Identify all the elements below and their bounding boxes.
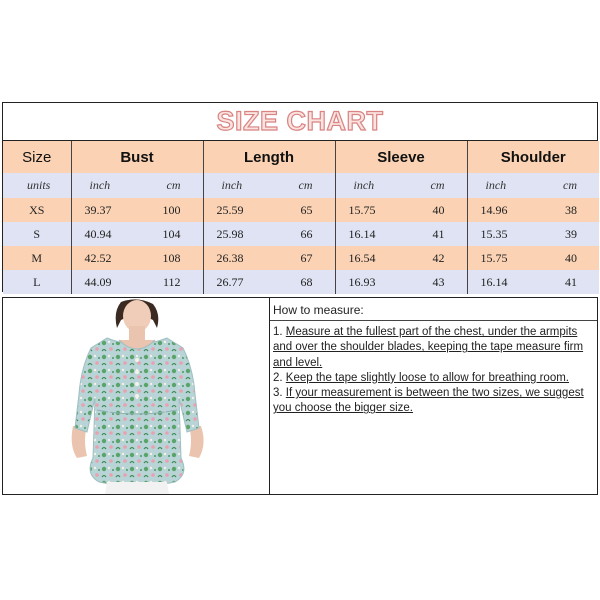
blouse-model-illustration bbox=[3, 298, 269, 494]
measure-step-2 bbox=[273, 371, 594, 386]
bust-cm-cell: 108 bbox=[137, 246, 203, 270]
bust-cm-cell: 104 bbox=[137, 222, 203, 246]
sleeve-inch-cell: 16.14 bbox=[335, 222, 401, 246]
length-cm-cell: 65 bbox=[269, 198, 335, 222]
sleeve-inch-cell: 16.93 bbox=[335, 270, 401, 294]
step-text: If your measurement is between the two sizes, we suggest you choose the bigger size. bbox=[273, 387, 584, 415]
units-label: units bbox=[3, 173, 71, 198]
product-photo bbox=[3, 298, 270, 494]
shoulder-inch-cell: 15.35 bbox=[467, 222, 533, 246]
bust-inch-cell: 40.94 bbox=[71, 222, 137, 246]
length-inch-cell: 25.98 bbox=[203, 222, 269, 246]
length-cm-cell: 67 bbox=[269, 246, 335, 270]
bust-cm-cell: 112 bbox=[137, 270, 203, 294]
header-bust: Bust bbox=[71, 141, 203, 173]
size-chart bbox=[2, 102, 598, 292]
length-inch-cell: 25.59 bbox=[203, 198, 269, 222]
sleeve-inch-cell: 15.75 bbox=[335, 198, 401, 222]
unit-cm: cm bbox=[401, 173, 467, 198]
bust-inch-cell: 44.09 bbox=[71, 270, 137, 294]
shoulder-cm-cell: 40 bbox=[533, 246, 599, 270]
unit-inch: inch bbox=[467, 173, 533, 198]
sleeve-cm-cell: 43 bbox=[401, 270, 467, 294]
unit-inch: inch bbox=[335, 173, 401, 198]
step-text: Keep the tape slightly loose to allow for breathing room. bbox=[285, 371, 569, 384]
size-cell: XS bbox=[3, 198, 71, 222]
unit-inch: inch bbox=[203, 173, 269, 198]
size-cell: L bbox=[3, 270, 71, 294]
unit-cm: cm bbox=[533, 173, 599, 198]
unit-cm: cm bbox=[137, 173, 203, 198]
header-sleeve: Sleeve bbox=[335, 141, 467, 173]
measure-section bbox=[2, 297, 598, 495]
how-to-measure-panel bbox=[270, 298, 597, 494]
bust-cm-cell: 100 bbox=[137, 198, 203, 222]
size-cell: M bbox=[3, 246, 71, 270]
shoulder-inch-cell: 14.96 bbox=[467, 198, 533, 222]
size-chart-title-bar bbox=[3, 103, 597, 141]
length-cm-cell: 66 bbox=[269, 222, 335, 246]
header-size: Size bbox=[3, 141, 71, 173]
shoulder-cm-cell: 38 bbox=[533, 198, 599, 222]
shoulder-cm-cell: 39 bbox=[533, 222, 599, 246]
table-header-row bbox=[3, 141, 599, 173]
shoulder-cm-cell: 41 bbox=[533, 270, 599, 294]
unit-inch: inch bbox=[71, 173, 137, 198]
step-number: 2. bbox=[273, 371, 286, 384]
sleeve-cm-cell: 42 bbox=[401, 246, 467, 270]
table-row bbox=[3, 198, 599, 222]
header-length: Length bbox=[203, 141, 335, 173]
size-table bbox=[3, 141, 599, 294]
measure-step-1 bbox=[273, 325, 594, 371]
bust-inch-cell: 42.52 bbox=[71, 246, 137, 270]
length-cm-cell: 68 bbox=[269, 270, 335, 294]
length-inch-cell: 26.38 bbox=[203, 246, 269, 270]
shoulder-inch-cell: 15.75 bbox=[467, 246, 533, 270]
length-inch-cell: 26.77 bbox=[203, 270, 269, 294]
step-number: 1. bbox=[273, 326, 286, 338]
size-chart-title: SIZE CHART bbox=[216, 106, 384, 136]
sleeve-cm-cell: 41 bbox=[401, 222, 467, 246]
sleeve-inch-cell: 16.54 bbox=[335, 246, 401, 270]
size-cell: S bbox=[3, 222, 71, 246]
header-shoulder: Shoulder bbox=[467, 141, 599, 173]
how-to-measure-title: How to measure: bbox=[270, 298, 597, 321]
table-row bbox=[3, 270, 599, 294]
sleeve-cm-cell: 40 bbox=[401, 198, 467, 222]
shoulder-inch-cell: 16.14 bbox=[467, 270, 533, 294]
step-number: 3. bbox=[273, 387, 286, 400]
step-text: Measure at the fullest part of the chest, under the armpits and over the shoulder blades, keeping the tape measure firm and level. bbox=[273, 326, 584, 369]
units-row bbox=[3, 173, 599, 198]
measure-step-3 bbox=[273, 386, 594, 417]
table-row bbox=[3, 222, 599, 246]
unit-cm: cm bbox=[269, 173, 335, 198]
how-to-measure-steps bbox=[270, 321, 597, 417]
table-row bbox=[3, 246, 599, 270]
bust-inch-cell: 39.37 bbox=[71, 198, 137, 222]
